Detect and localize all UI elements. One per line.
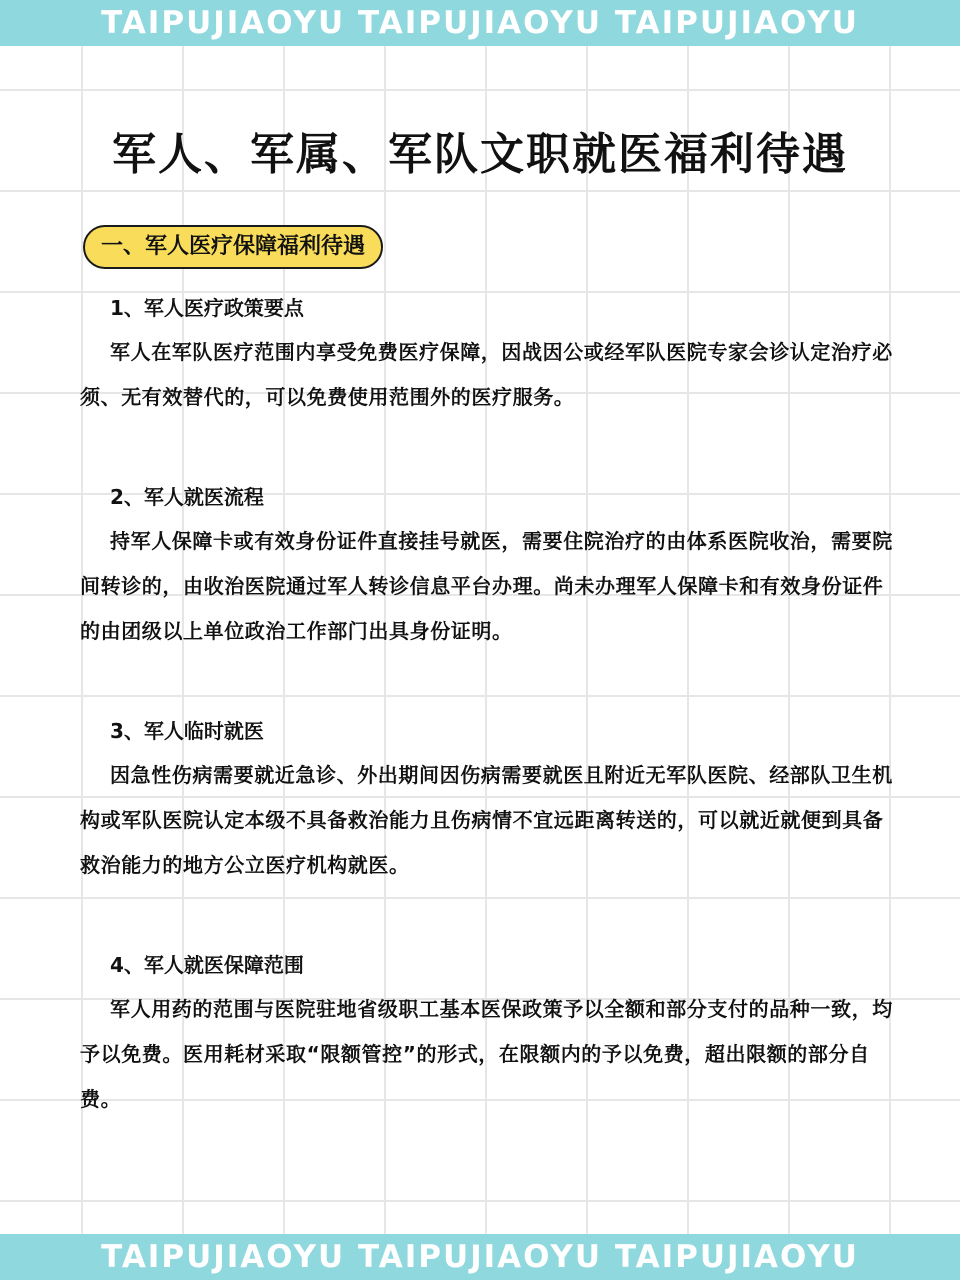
top-banner: TAIPUJIAOYU TAIPUJIAOYU TAIPUJIAOYU [0, 0, 960, 46]
item-heading: 2、军人就医流程 [110, 485, 264, 509]
page-title: 军人、军属、军队文职就医福利待遇 [112, 129, 848, 180]
policy-item-2 [80, 475, 900, 654]
item-body: 因急性伤病需要就近急诊、外出期间因伤病需要就医且附近无军队医院、经部队卫生机构或军队医院认定本级不具备救治能力且伤病情不宜远距离转送的，可以就近就便到具备救治能力的地方公立医疗机构就医。 [80, 763, 893, 877]
item-body: 持军人保障卡或有效身份证件直接挂号就医，需要住院治疗的由体系医院收治，需要院间转诊的，由收治医院通过军人转诊信息平台办理。尚未办理军人保障卡和有效身份证件的由团级以上单位政治工作部门出具身份证明。 [80, 529, 893, 643]
item-heading: 1、军人医疗政策要点 [110, 296, 304, 320]
item-body: 军人用药的范围与医院驻地省级职工基本医保政策予以全额和部分支付的品种一致，均予以免费。医用耗材采取“限额管控”的形式，在限额内的予以免费，超出限额的部分自费。 [80, 997, 893, 1111]
policy-item-3 [80, 709, 900, 888]
item-heading: 4、军人就医保障范围 [110, 953, 304, 977]
bottom-banner: TAIPUJIAOYU TAIPUJIAOYU TAIPUJIAOYU [0, 1234, 960, 1280]
item-body: 军人在军队医疗范围内享受免费医疗保障，因战因公或经军队医院专家会诊认定治疗必须、无有效替代的，可以免费使用范围外的医疗服务。 [80, 340, 893, 409]
policy-item-1 [80, 286, 900, 420]
policy-item-4 [80, 943, 900, 1122]
item-heading: 3、军人临时就医 [110, 719, 264, 743]
section-heading-pill: 一、军人医疗保障福利待遇 [83, 225, 383, 269]
article-content [80, 286, 900, 1177]
